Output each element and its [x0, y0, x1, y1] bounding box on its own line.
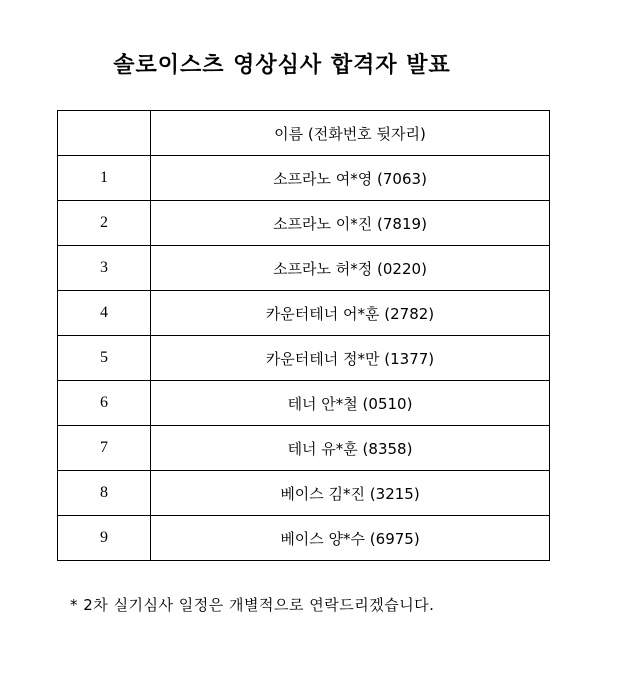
row-name: 베이스 양*수 (6975): [151, 516, 550, 561]
row-name: 소프라노 여*영 (7063): [151, 156, 550, 201]
row-number: 3: [58, 246, 151, 291]
row-number: 9: [58, 516, 151, 561]
header-number-cell: [58, 111, 151, 156]
page-title: 솔로이스츠 영상심사 합격자 발표: [113, 53, 451, 78]
row-name: 베이스 김*진 (3215): [151, 471, 550, 516]
table-row: [58, 246, 550, 291]
header-name-cell: 이름 (전화번호 뒷자리): [151, 111, 550, 156]
table-row: [58, 426, 550, 471]
row-number: 1: [58, 156, 151, 201]
table-row: [58, 291, 550, 336]
row-name: 카운터테너 정*만 (1377): [151, 336, 550, 381]
row-name: 테너 유*훈 (8358): [151, 426, 550, 471]
footnote: * 2차 실기심사 일정은 개별적으로 연락드리겠습니다.: [70, 596, 435, 614]
row-number: 7: [58, 426, 151, 471]
row-name: 소프라노 이*진 (7819): [151, 201, 550, 246]
row-name: 테너 안*철 (0510): [151, 381, 550, 426]
table-row: [58, 336, 550, 381]
table-row: [58, 471, 550, 516]
row-number: 4: [58, 291, 151, 336]
table-header-row: [58, 111, 550, 156]
row-name: 카운터테너 어*훈 (2782): [151, 291, 550, 336]
row-number: 2: [58, 201, 151, 246]
row-name: 소프라노 허*정 (0220): [151, 246, 550, 291]
table-row: [58, 381, 550, 426]
table-row: [58, 516, 550, 561]
table-row: [58, 156, 550, 201]
row-number: 6: [58, 381, 151, 426]
row-number: 5: [58, 336, 151, 381]
row-number: 8: [58, 471, 151, 516]
table-row: [58, 201, 550, 246]
results-table: [57, 110, 550, 561]
